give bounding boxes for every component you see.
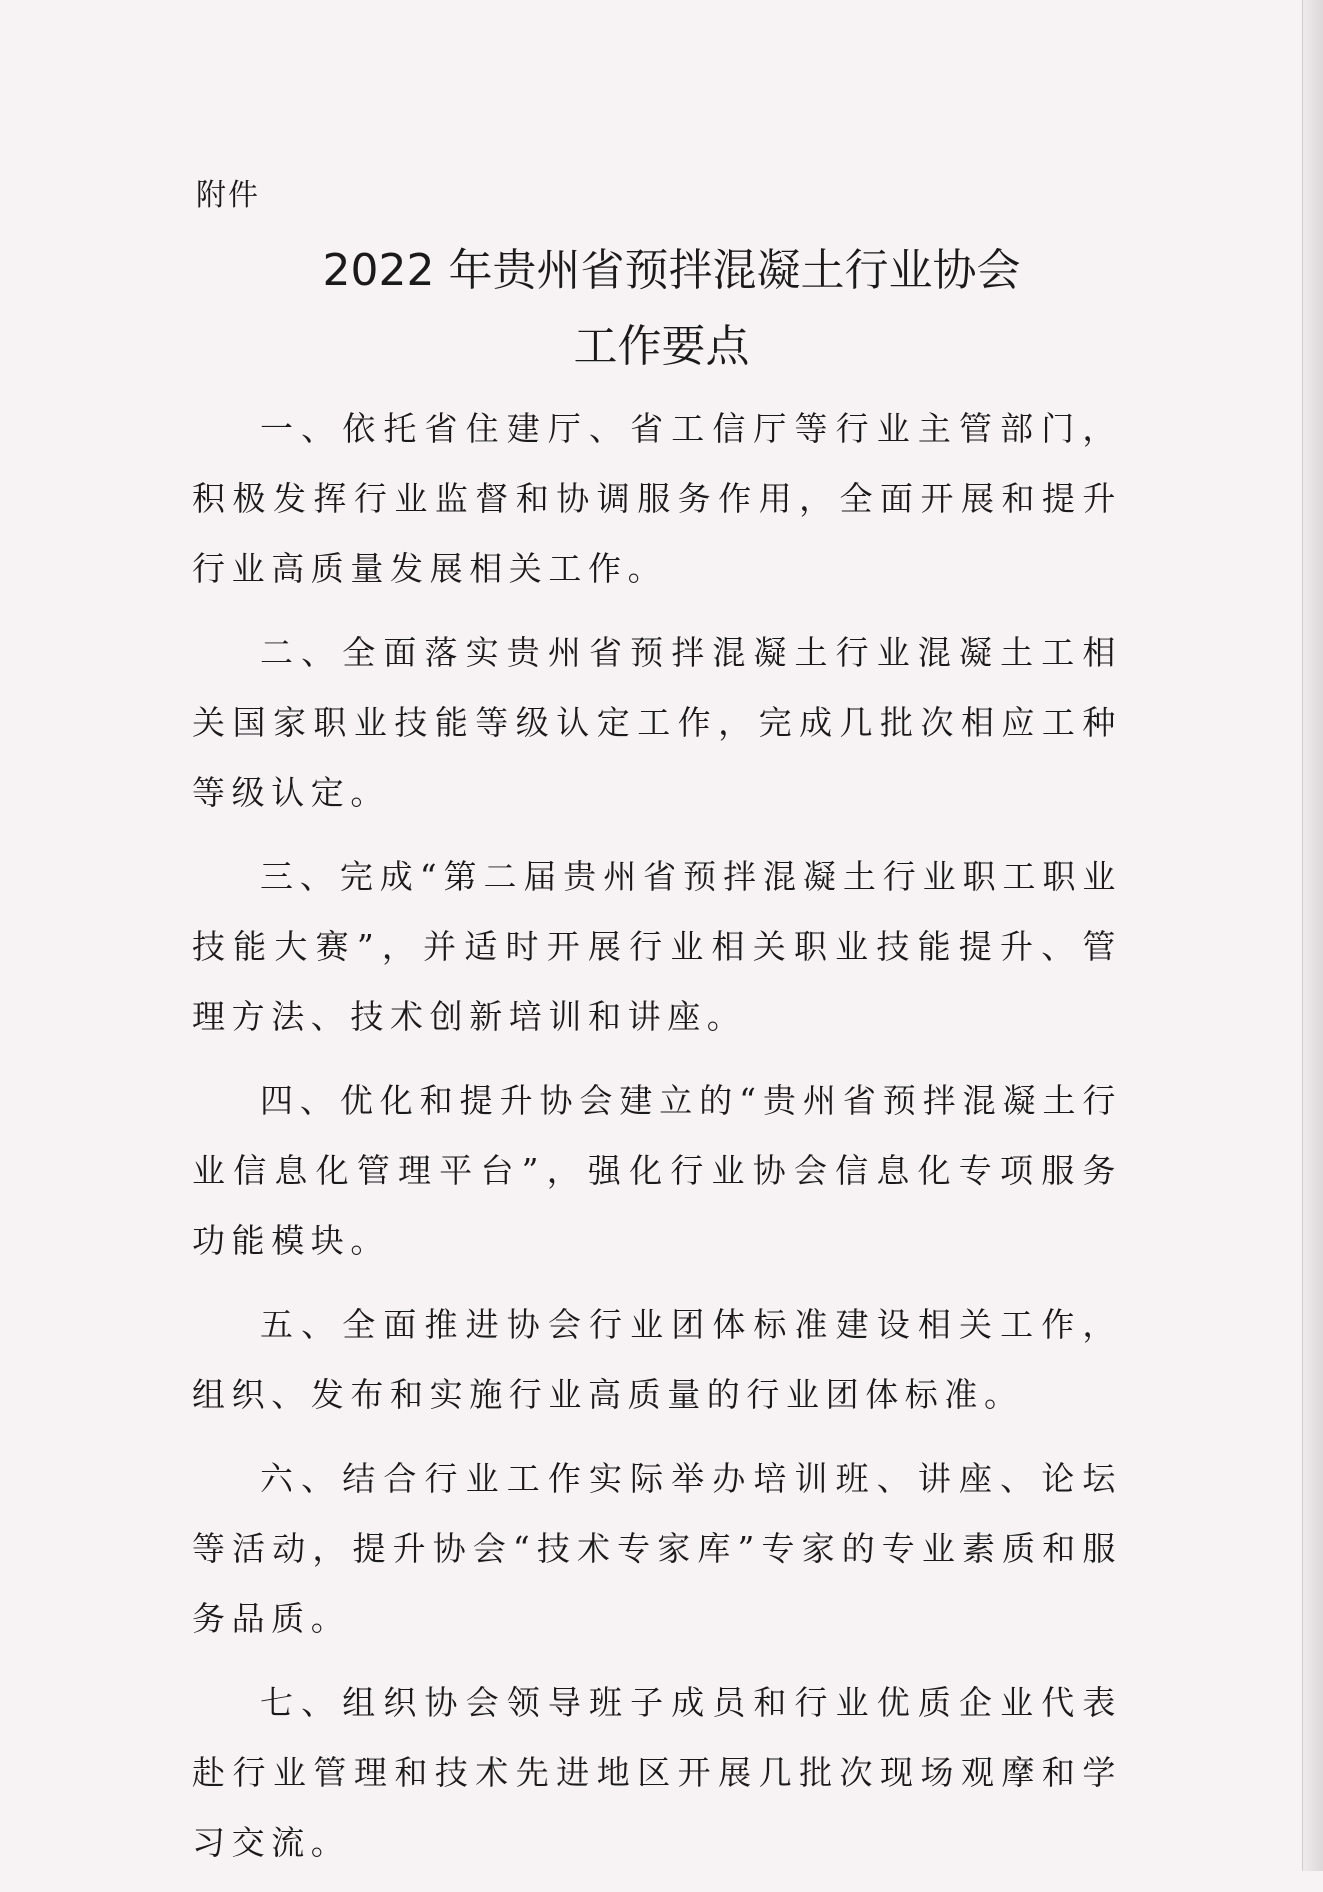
title-line-2: 工作要点 — [573, 321, 750, 372]
paragraph-6: 六、结合行业工作实际举办培训班、讲座、论坛等活动，提升协会“技术专家库”专家的专业素质和服务品质。 — [192, 1459, 1122, 1638]
document-body — [192, 394, 1122, 1892]
paragraph-5: 五、全面推进协会行业团体标准建设相关工作，组织、发布和实施行业高质量的行业团体标准。 — [192, 1305, 1122, 1414]
document-title — [0, 233, 1323, 385]
title-line-1: 2022 年贵州省预拌混凝土行业协会 — [322, 245, 1021, 296]
paragraph-4: 四、优化和提升协会建立的“贵州省预拌混凝土行业信息化管理平台”，强化行业协会信息化专项服务功能模块。 — [192, 1081, 1122, 1260]
paragraph-1: 一、依托省住建厅、省工信厅等行业主管部门，积极发挥行业监督和协调服务作用，全面开展和提升行业高质量发展相关工作。 — [192, 409, 1122, 588]
paragraph-7: 七、组织协会领导班子成员和行业优质企业代表赴行业管理和技术先进地区开展几批次现场观摩和学习交流。 — [192, 1683, 1122, 1862]
paragraph-2: 二、全面落实贵州省预拌混凝土行业混凝土工相关国家职业技能等级认定工作，完成几批次相应工种等级认定。 — [192, 633, 1122, 812]
paragraph-3: 三、完成“第二届贵州省预拌混凝土行业职工职业技能大赛”，并适时开展行业相关职业技能提升、管理方法、技术创新培训和讲座。 — [192, 857, 1122, 1036]
attachment-label: 附件 — [196, 178, 260, 213]
